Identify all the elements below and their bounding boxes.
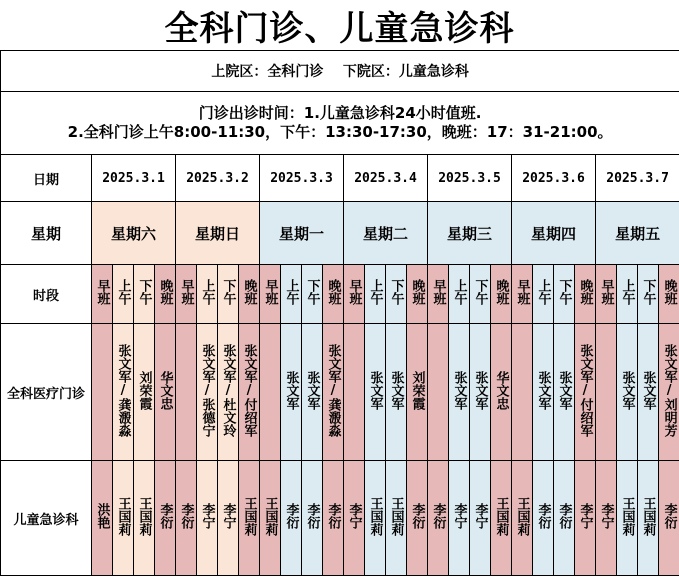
- peds-duty-cell-text: 李宁: [472, 503, 488, 529]
- hours-line-1: 门诊出诊时间：1.儿童急诊科24小时值班.: [198, 104, 482, 122]
- peds-duty-cell: [134, 461, 155, 576]
- slot-cell: [92, 265, 113, 324]
- peds-duty-cell: [176, 461, 197, 576]
- general-duty-cell-text: 张文军/龚溵淼: [115, 343, 131, 437]
- slot-cell-text: 早班: [346, 279, 362, 305]
- general-duty-cell: [575, 324, 596, 461]
- general-duty-cell-text: 张文军: [451, 370, 467, 410]
- slot-cell: [575, 265, 596, 324]
- peds-duty-cell-text: 王国莉: [619, 496, 635, 536]
- general-duty-cell-text: 张文军/刘明芳: [661, 343, 677, 437]
- slot-cell: [596, 265, 617, 324]
- general-duty-cell: [596, 324, 617, 461]
- slot-cell-text: 下午: [472, 279, 488, 305]
- slot-cell: [113, 265, 134, 324]
- slot-cell: [428, 265, 449, 324]
- general-duty-cell: [554, 324, 575, 461]
- peds-duty-cell-text: 王国莉: [136, 496, 152, 536]
- slot-cell-text: 早班: [262, 279, 278, 305]
- general-duty-cell: [92, 324, 113, 461]
- peds-duty-cell-text: 王国莉: [640, 496, 656, 536]
- slot-cell: [302, 265, 323, 324]
- peds-duty-cell: [596, 461, 617, 576]
- peds-duty-cell: [617, 461, 638, 576]
- peds-duty-cell: [470, 461, 491, 576]
- peds-duty-cell-text: 王国莉: [493, 496, 509, 536]
- slot-cell-text: 晚班: [241, 279, 257, 305]
- general-duty-cell: [512, 324, 533, 461]
- slot-cell: [239, 265, 260, 324]
- general-duty-cell-text: 张文军: [388, 370, 404, 410]
- date-cell: 2025.3.5: [428, 155, 512, 202]
- slot-cell-text: 晚班: [493, 279, 509, 305]
- slot-cell-text: 早班: [514, 279, 530, 305]
- weekday-row-label: 星期: [1, 202, 92, 265]
- general-duty-cell-text: 张文军/龚溵淼: [325, 343, 341, 437]
- general-duty-cell: [617, 324, 638, 461]
- peds-duty-cell: [533, 461, 554, 576]
- slot-cell: [449, 265, 470, 324]
- peds-row-label: 儿童急诊科: [1, 461, 92, 576]
- hours-line-2: 2.全科门诊上午8:00-11:30，下午：13:30-17:30，晚班：17：31-21:00。: [67, 123, 613, 141]
- peds-duty-cell: [491, 461, 512, 576]
- date-cell: 2025.3.7: [596, 155, 679, 202]
- general-duty-cell: [344, 324, 365, 461]
- slot-cell: [386, 265, 407, 324]
- general-duty-cell: [260, 324, 281, 461]
- weekday-cell: 星期一: [260, 202, 344, 265]
- general-duty-cell: [491, 324, 512, 461]
- general-duty-cell-text: 张文军/杜文玲: [220, 343, 236, 437]
- peds-duty-cell: [239, 461, 260, 576]
- slot-cell-text: 上午: [199, 279, 215, 305]
- peds-duty-cell-text: 李衍: [283, 503, 299, 529]
- peds-duty-cell: [113, 461, 134, 576]
- general-duty-cell: [386, 324, 407, 461]
- peds-duty-cell: [449, 461, 470, 576]
- peds-duty-cell-text: 李衍: [178, 503, 194, 529]
- peds-duty-cell-text: 李衍: [535, 503, 551, 529]
- peds-duty-cell-text: 李衍: [661, 503, 677, 529]
- peds-duty-cell: [575, 461, 596, 576]
- peds-duty-cell-text: 李衍: [325, 503, 341, 529]
- slot-cell-text: 晚班: [325, 279, 341, 305]
- general-duty-cell: [197, 324, 218, 461]
- slot-cell: [155, 265, 176, 324]
- date-cell: 2025.3.2: [176, 155, 260, 202]
- weekday-cell: 星期六: [92, 202, 176, 265]
- general-duty-cell: [302, 324, 323, 461]
- slot-cell-text: 晚班: [409, 279, 425, 305]
- general-duty-cell-text: 华文忠: [157, 370, 173, 410]
- general-duty-cell-text: 张文军: [556, 370, 572, 410]
- general-duty-cell-text: 张文军/付绍军: [577, 343, 593, 437]
- peds-duty-cell: [659, 461, 679, 576]
- peds-duty-cell-text: 李衍: [304, 503, 320, 529]
- general-duty-cell: [113, 324, 134, 461]
- general-duty-cell: [134, 324, 155, 461]
- slot-cell-text: 下午: [304, 279, 320, 305]
- general-duty-cell: [323, 324, 344, 461]
- slot-cell-text: 早班: [598, 279, 614, 305]
- date-row-label: 日期: [1, 155, 92, 202]
- general-duty-cell: [428, 324, 449, 461]
- peds-duty-cell-text: 李宁: [220, 503, 236, 529]
- slot-cell: [407, 265, 428, 324]
- slot-cell-text: 下午: [220, 279, 236, 305]
- general-row-label: 全科医疗门诊: [1, 324, 92, 461]
- general-duty-cell-text: 张文军: [535, 370, 551, 410]
- hours-info: [1, 92, 679, 155]
- page-title: 全科门诊、儿童急诊科: [164, 8, 515, 49]
- peds-duty-cell: [344, 461, 365, 576]
- slot-cell: [533, 265, 554, 324]
- slot-cell: [281, 265, 302, 324]
- peds-duty-cell-text: 王国莉: [241, 496, 257, 536]
- general-duty-cell-text: 张文军: [304, 370, 320, 410]
- peds-duty-cell: [365, 461, 386, 576]
- slot-cell: [176, 265, 197, 324]
- peds-duty-cell-text: 李衍: [556, 503, 572, 529]
- peds-duty-cell-text: 王国莉: [115, 496, 131, 536]
- slot-cell-text: 晚班: [661, 279, 677, 305]
- general-duty-cell: [176, 324, 197, 461]
- peds-duty-cell-text: 洪艳: [94, 503, 110, 529]
- peds-duty-cell: [428, 461, 449, 576]
- slot-cell-text: 下午: [640, 279, 656, 305]
- peds-duty-cell-text: 王国莉: [367, 496, 383, 536]
- peds-duty-cell: [92, 461, 113, 576]
- slot-cell: [512, 265, 533, 324]
- slot-cell-text: 上午: [451, 279, 467, 305]
- slot-cell-text: 上午: [115, 279, 131, 305]
- weekday-cell: 星期日: [176, 202, 260, 265]
- general-duty-cell-text: 张文军: [619, 370, 635, 410]
- general-duty-cell-text: 刘荣霞: [409, 370, 425, 410]
- peds-duty-cell-text: 李宁: [199, 503, 215, 529]
- peds-duty-cell-text: 王国莉: [514, 496, 530, 536]
- peds-duty-cell-text: 李宁: [346, 503, 362, 529]
- peds-duty-cell: [407, 461, 428, 576]
- date-cell: 2025.3.6: [512, 155, 596, 202]
- peds-duty-cell: [155, 461, 176, 576]
- general-duty-cell-text: 张文军: [367, 370, 383, 410]
- slot-cell: [218, 265, 239, 324]
- general-duty-cell: [239, 324, 260, 461]
- peds-duty-cell-text: 王国莉: [388, 496, 404, 536]
- general-duty-cell-text: 华文忠: [493, 370, 509, 410]
- slot-cell: [260, 265, 281, 324]
- peds-duty-cell-text: 李衍: [157, 503, 173, 529]
- general-duty-cell-text: 张文军/张德宁: [199, 343, 215, 437]
- peds-duty-cell-text: 李宁: [598, 503, 614, 529]
- slot-cell: [134, 265, 155, 324]
- peds-duty-cell: [554, 461, 575, 576]
- slot-cell: [638, 265, 659, 324]
- slot-cell-text: 上午: [283, 279, 299, 305]
- peds-duty-cell-text: 王国莉: [262, 496, 278, 536]
- general-duty-cell-text: 张文军: [640, 370, 656, 410]
- slot-cell-text: 早班: [178, 279, 194, 305]
- slot-cell-text: 下午: [388, 279, 404, 305]
- peds-duty-cell: [197, 461, 218, 576]
- slot-cell-text: 早班: [430, 279, 446, 305]
- peds-duty-cell: [386, 461, 407, 576]
- general-duty-cell-text: 张文军: [472, 370, 488, 410]
- general-duty-cell-text: 张文军: [283, 370, 299, 410]
- weekday-cell: 星期二: [344, 202, 428, 265]
- weekday-cell: 星期四: [512, 202, 596, 265]
- general-duty-cell: [155, 324, 176, 461]
- general-duty-cell: [638, 324, 659, 461]
- slot-cell: [197, 265, 218, 324]
- location-info: 上院区：全科门诊 下院区：儿童急诊科: [1, 51, 679, 92]
- peds-duty-cell: [281, 461, 302, 576]
- slot-cell-text: 晚班: [577, 279, 593, 305]
- schedule-table: [0, 50, 679, 576]
- slot-row-label: 时段: [1, 265, 92, 324]
- peds-duty-cell: [302, 461, 323, 576]
- peds-duty-cell-text: 李宁: [451, 503, 467, 529]
- slot-cell: [617, 265, 638, 324]
- peds-duty-cell: [260, 461, 281, 576]
- slot-cell-text: 上午: [367, 279, 383, 305]
- slot-cell: [323, 265, 344, 324]
- slot-cell: [554, 265, 575, 324]
- date-cell: 2025.3.3: [260, 155, 344, 202]
- slot-cell-text: 晚班: [157, 279, 173, 305]
- slot-cell-text: 上午: [619, 279, 635, 305]
- general-duty-cell-text: 刘荣霞: [136, 370, 152, 410]
- general-duty-cell: [365, 324, 386, 461]
- general-duty-cell: [407, 324, 428, 461]
- slot-cell: [365, 265, 386, 324]
- date-cell: 2025.3.1: [92, 155, 176, 202]
- peds-duty-cell: [512, 461, 533, 576]
- peds-duty-cell-text: 李衍: [409, 503, 425, 529]
- peds-duty-cell: [218, 461, 239, 576]
- slot-cell-text: 下午: [556, 279, 572, 305]
- general-duty-cell: [470, 324, 491, 461]
- slot-cell: [491, 265, 512, 324]
- peds-duty-cell: [638, 461, 659, 576]
- general-duty-cell-text: 张文军/付绍军: [241, 343, 257, 437]
- general-duty-cell: [449, 324, 470, 461]
- slot-cell: [470, 265, 491, 324]
- slot-cell-text: 下午: [136, 279, 152, 305]
- general-duty-cell: [533, 324, 554, 461]
- slot-cell-text: 早班: [94, 279, 110, 305]
- slot-cell: [659, 265, 679, 324]
- peds-duty-cell-text: 李衍: [430, 503, 446, 529]
- peds-duty-cell-text: 李宁: [577, 503, 593, 529]
- general-duty-cell: [659, 324, 679, 461]
- slot-cell-text: 上午: [535, 279, 551, 305]
- slot-cell: [344, 265, 365, 324]
- weekday-cell: 星期三: [428, 202, 512, 265]
- weekday-cell: 星期五: [596, 202, 679, 265]
- date-cell: 2025.3.4: [344, 155, 428, 202]
- general-duty-cell: [218, 324, 239, 461]
- peds-duty-cell: [323, 461, 344, 576]
- general-duty-cell: [281, 324, 302, 461]
